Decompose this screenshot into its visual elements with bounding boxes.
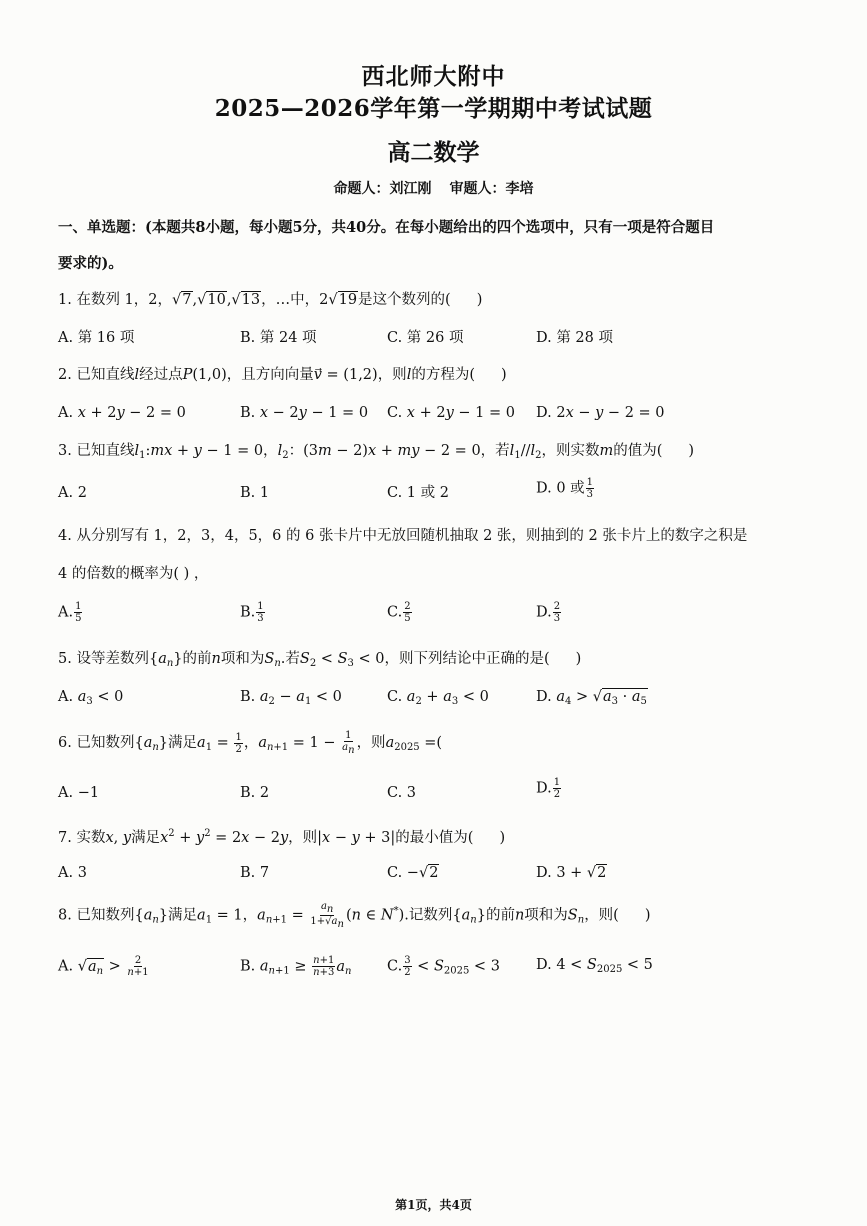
question-7: 7. 实数x, y满足$x^2 + y^2 = 2x - 2y$，则|x − y + 3|的最小值为( ) <box>58 828 506 846</box>
question-5: 5. 设等差数列$\{a_n\}$的前n项和为$S_n$.若$S_2 < S_3 < 0$，则下列结论中正确的是( ) <box>58 651 582 669</box>
q5-option-b: B. $a_2 - a_1 < 0$ <box>240 689 342 707</box>
question-4-line1: 4. 从分别写有 1，2，3，4，5，6 的 6 张卡片中无放回随机抽取 2 张，则抽到的 2 张卡片上的数字之积是 <box>58 528 748 544</box>
q6-option-c: C. 3 <box>387 785 417 801</box>
section-heading-line2: 要求的)。 <box>58 255 123 272</box>
q1-option-b: B. 第 24 项 <box>240 330 317 346</box>
school-name: 西北师大附中 <box>361 63 506 90</box>
q8-option-c: C. $\frac{3}{2}$ < $S_{2025} < 3$ <box>387 955 500 978</box>
question-6: 6. 已知数列$\{a_n\}$满足$a_1$ = $\frac{1}{2}$ ，$a_{n+1} = 1$ − $\frac{1}{a_n}$ ，则$a_{2025}$ =( <box>58 730 443 756</box>
exam-title: 2025—2026学年第一学期期中考试试题 <box>214 95 653 122</box>
q3-option-d: D. 0 或 $\frac{1}{3}$ <box>536 477 594 500</box>
q3-option-b: B. 1 <box>240 485 270 501</box>
q5-option-d: D. $a_4 > √a_3 \cdot a_5$ <box>536 689 647 707</box>
question-3: 3. 已知直线$l_1:mx + y - 1 = 0$，$l_2$：(3m − 2)x + my − 2 = 0，若$l_1//l_2$，则实数m的值为( ) <box>58 443 695 461</box>
reviewer: 审题人：李培 <box>449 181 534 197</box>
q1-option-d: D. 第 28 项 <box>536 330 613 346</box>
q1-option-c: C. 第 26 项 <box>387 330 464 346</box>
q7-option-a: A. 3 <box>58 865 87 881</box>
author: 命题人：刘江刚 <box>333 181 432 197</box>
question-2: 2. 已知直线l经过点P(1,0)，且方向向量v⃗ = (1,2)，则l的方程为( ) <box>58 367 507 383</box>
question-4-line2: 4 的倍数的概率为( ) ， <box>58 566 209 582</box>
q7-option-d: D. 3 + √2 <box>536 865 607 881</box>
q6-option-d: D. $\frac{1}{2}$ <box>536 777 561 800</box>
q4-option-b: B. $\frac{1}{3}$ <box>240 601 264 624</box>
q2-option-a: A. x + 2y − 2 = 0 <box>58 405 186 421</box>
question-1: 1. 在数列 1，2，√7,√10,√13，…中，2√19是这个数列的( ) <box>58 292 483 308</box>
q2-option-c: C. x + 2y − 1 = 0 <box>387 405 515 421</box>
q1-option-a: A. 第 16 项 <box>58 330 135 346</box>
q6-option-b: B. 2 <box>240 785 270 801</box>
q3-option-a: A. 2 <box>58 485 87 501</box>
q8-option-d: D. $4 < S_{2025} < 5$ <box>536 957 653 975</box>
q4-option-c: C. $\frac{2}{5}$ <box>387 601 411 624</box>
q5-option-c: C. $a_2 + a_3 < 0$ <box>387 689 489 707</box>
section-heading-line1: 一、单选题：(本题共8小题，每小题5分，共40分。在每小题给出的四个选项中，只有一项是符合题目 <box>58 219 715 236</box>
author-line <box>0 178 867 198</box>
page-footer: 第1页，共4页 <box>395 1198 472 1212</box>
q4-option-d: D. $\frac{2}{3}$ <box>536 601 561 624</box>
q4-option-a: A. $\frac{1}{5}$ <box>58 601 82 624</box>
q3-option-c: C. 1 或 2 <box>387 485 449 501</box>
q5-option-a: A. $a_3 < 0$ <box>58 689 124 707</box>
question-8: 8. 已知数列$\{a_n\}$满足$a_1 = 1$，$a_{n+1}$ = $\frac{a_n}{1+√a_n}$ (n ∈ N*).记数列$\{a_n\}$的前n项和为$S_n$，则( ) <box>58 901 651 930</box>
q2-option-b: B. x − 2y − 1 = 0 <box>240 405 369 421</box>
q8-option-b: B. $a_{n+1}$ ≥ $\frac{n+1}{n+3}$ $a_n$ <box>240 955 352 978</box>
q7-option-b: B. 7 <box>240 865 270 881</box>
q7-option-c: C. −√2 <box>387 865 439 881</box>
subject-title: 高二数学 <box>387 139 480 166</box>
q2-option-d: D. 2x − y − 2 = 0 <box>536 405 665 421</box>
q6-option-a: A. −1 <box>58 785 100 801</box>
q8-option-a: A. $√a_n$ > $\frac{2}{n+1}$ <box>58 955 149 978</box>
